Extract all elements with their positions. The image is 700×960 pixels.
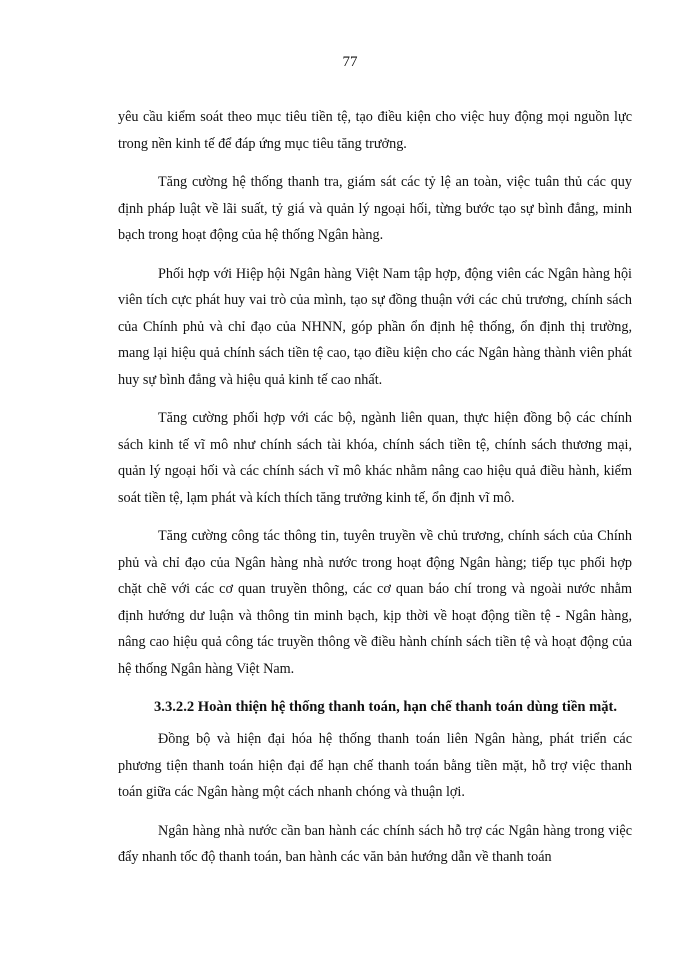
page-number: 77: [342, 54, 358, 70]
page-content: [118, 104, 632, 883]
paragraph-3: Phối hợp với Hiệp hội Ngân hàng Việt Nam tập hợp, động viên các Ngân hàng hội viên tích cực phát huy vai trò của mình, tạo sự đồng thuận với các chủ trương, chính sách của Chính phủ và chỉ đạo của NHNN, góp phần ổn định hệ thống, ổn định thị trường, mang lại hiệu quả chính sách tiền tệ cao, tạo điều kiện cho các Ngân hàng thành viên phát huy sự bình đẳng và hiệu quả kinh tế cao nhất.: [118, 265, 632, 388]
paragraph-2: Tăng cường hệ thống thanh tra, giám sát các tỷ lệ an toàn, việc tuân thủ các quy định pháp luật về lãi suất, tỷ giá và quản lý ngoại hối, từng bước tạo sự bình đẳng, minh bạch trong hoạt động của hệ thống Ngân hàng.: [118, 174, 632, 243]
paragraph-4: Tăng cường phối hợp với các bộ, ngành liên quan, thực hiện đồng bộ các chính sách kinh tế vĩ mô như chính sách tài khóa, chính sách tiền tệ, chính sách thương mại, quản lý ngoại hối và các chính sách vĩ mô khác nhằm nâng cao hiệu quả điều hành, kiểm soát tiền tệ, lạm phát và kích thích tăng trưởng kinh tế, ổn định vĩ mô.: [118, 410, 632, 506]
paragraph-7: Ngân hàng nhà nước cần ban hành các chính sách hỗ trợ các Ngân hàng trong việc đẩy nhanh tốc độ thanh toán, ban hành các văn bản hướng dẫn về thanh toán: [118, 822, 632, 865]
paragraph-5: Tăng cường công tác thông tin, tuyên truyền về chủ trương, chính sách của Chính phủ và chỉ đạo của Ngân hàng nhà nước trong hoạt động Ngân hàng; tiếp tục phối hợp chặt chẽ với các cơ quan truyền thông, các cơ quan báo chí trong và ngoài nước nhằm định hướng dư luận và thông tin minh bạch, kịp thời về hoạt động tiền tệ - Ngân hàng, nâng cao hiệu quả công tác truyền thông về điều hành chính sách tiền tệ và hoạt động của hệ thống Ngân hàng Việt Nam.: [118, 528, 632, 677]
section-heading: 3.3.2.2 Hoàn thiện hệ thống thanh toán, hạn chế thanh toán dùng tiền mặt.: [154, 699, 618, 715]
paragraph-6: Đồng bộ và hiện đại hóa hệ thống thanh toán liên Ngân hàng, phát triển các phương tiện thanh toán hiện đại để hạn chế thanh toán bằng tiền mặt, hỗ trợ việc thanh toán giữa các Ngân hàng một cách nhanh chóng và thuận lợi.: [118, 731, 632, 800]
paragraph-1: yêu cầu kiểm soát theo mục tiêu tiền tệ, tạo điều kiện cho việc huy động mọi nguồn lực trong nền kinh tế để đáp ứng mục tiêu tăng trưởng.: [118, 109, 632, 152]
